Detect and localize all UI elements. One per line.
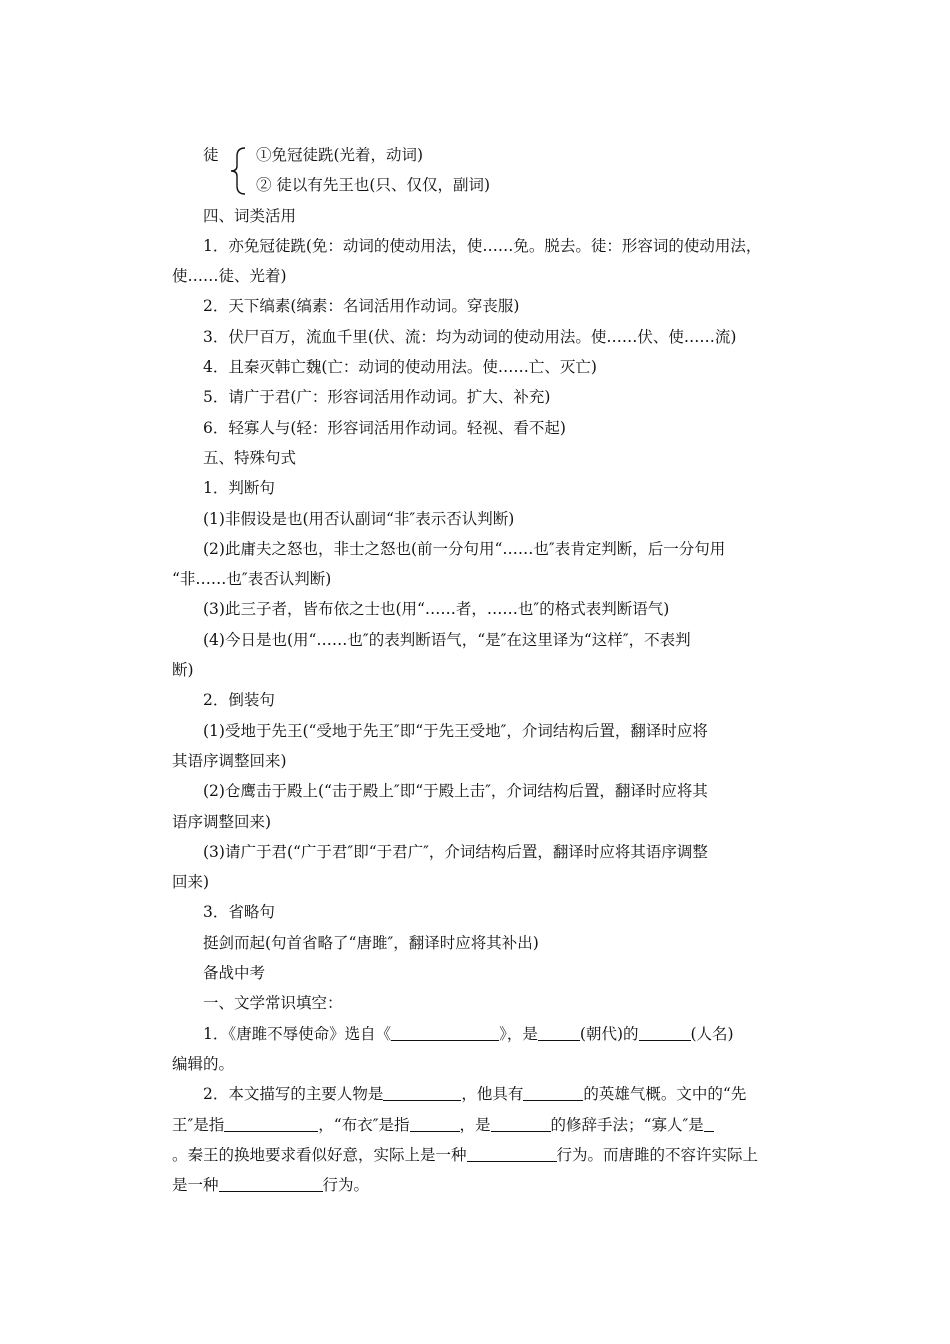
question-2-line-4 [172, 1170, 817, 1200]
question-2-line-3 [172, 1140, 817, 1170]
tu-meaning-2: ② 徒以有先王也(只、仅仅，副词) [256, 176, 491, 195]
judgment-4b: 断) [172, 661, 194, 680]
sec4-item-1a: 1．亦免冠徒跣(免：动词的使动用法，使……免。脱去。徒：形容词的使动用法， [203, 236, 762, 255]
inversion-heading: 2．倒装句 [203, 691, 275, 710]
fill-blank-rhetoric[interactable] [491, 1114, 551, 1132]
fill-blank-commoner[interactable] [410, 1114, 460, 1132]
inversion-2b: 语序调整回来) [172, 812, 272, 831]
q2-text-j: 是一种 [172, 1176, 219, 1195]
q2-text-h: 。秦王的换地要求看似好意，实际上是一种 [172, 1145, 467, 1164]
fill-blank-dynasty[interactable] [538, 1023, 580, 1041]
ellipsis-heading: 3．省略句 [203, 903, 275, 922]
q2-text-d: 王″是指 [172, 1115, 225, 1134]
question-2-line-2 [172, 1110, 817, 1140]
question-2-line-1 [172, 1079, 817, 1109]
q2-text-e: ，“布衣″是指 [318, 1115, 410, 1134]
q2-text-g: 的修辞手法；“寡人″是 [550, 1115, 704, 1134]
sec4-item-6: 6．轻寡人与(轻：形容词活用作动词。轻视、看不起) [203, 418, 566, 437]
q2-text-a: 2．本文描写的主要人物是 [203, 1085, 384, 1104]
sec4-item-3: 3．伏尸百万，流血千里(伏、流：均为动词的使动用法。使……伏、使……流) [203, 327, 737, 346]
inversion-2a: (2)仓鹰击于殿上(“击于殿上″即“于殿上击″，介词结构后置，翻译时应将其 [203, 782, 708, 801]
inversion-3b: 回来) [172, 873, 210, 892]
fill-blank-former-king[interactable] [224, 1114, 318, 1132]
judgment-1: (1)非假设是也(用否认副词“非″表示否认判断) [203, 509, 515, 528]
fill-blank-person[interactable] [639, 1023, 691, 1041]
q2-text-c: 的英雄气概。文中的“先 [583, 1085, 747, 1104]
q1-text-d: (人名) [690, 1024, 734, 1043]
judgment-2b: “非……也″表否认判断) [172, 570, 332, 589]
q2-text-f: ，是 [459, 1115, 491, 1134]
fill-blank-main-character[interactable] [383, 1083, 461, 1101]
sec4-item-4: 4．且秦灭韩亡魏(亡：动词的使动用法。使……亡、灭亡) [203, 358, 597, 377]
judgment-2a: (2)此庸夫之怒也，非士之怒也(前一分句用“……也″表肯定判断，后一分句用 [203, 539, 726, 558]
section-5-title: 五、特殊句式 [203, 448, 297, 467]
fill-blank-spirit[interactable] [523, 1083, 583, 1101]
sec4-item-2: 2．天下缟素(缟素：名词活用作动词。穿丧服) [203, 297, 520, 316]
sec4-item-1b: 使……徒、光着) [172, 267, 287, 286]
fill-blank-tangju-behavior[interactable] [219, 1174, 323, 1192]
judgment-heading: 1．判断句 [203, 479, 275, 498]
q1-text-c: (朝代)的 [579, 1024, 639, 1043]
q1-text-a: 1．《唐雎不辱使命》选自《 [203, 1024, 392, 1043]
tu-definition-block [172, 140, 817, 201]
fill-blank-king-behavior[interactable] [467, 1144, 557, 1162]
q2-text-k: 行为。 [322, 1176, 370, 1195]
document-page [172, 140, 817, 1200]
exam-title: 备战中考 [203, 964, 266, 983]
inversion-3a: (3)请广于君(“广于君″即“于君广″，介词结构后置，翻译时应将其语序调整 [203, 842, 708, 861]
exam-subtitle: 一、文学常识填空： [203, 994, 343, 1013]
q1-text-b: 》，是 [499, 1024, 538, 1043]
fill-blank-source[interactable] [391, 1023, 499, 1041]
sec4-item-5: 5．请广于君(广：形容词活用作动词。扩大、补充) [203, 388, 551, 407]
section-4-title: 四、词类活用 [203, 206, 297, 225]
inversion-1a: (1)受地于先王(“受地于先王″即“于先王受地″，介词结构后置，翻译时应将 [203, 721, 708, 740]
fill-blank-self-address[interactable] [704, 1114, 714, 1132]
question-1-line-2: 编辑的。 [172, 1054, 235, 1073]
q2-text-i: 行为。而唐雎的不容许实际上 [556, 1145, 759, 1164]
question-1-line-1 [172, 1019, 817, 1049]
q2-text-b: ，他具有 [461, 1085, 524, 1104]
ellipsis-1: 挺剑而起(句首省略了“唐雎″，翻译时应将其补出) [203, 933, 539, 952]
judgment-3: (3)此三子者，皆布依之士也(用“……者，……也″的格式表判断语气) [203, 600, 670, 619]
judgment-4a: (4)今日是也(用“……也″的表判断语气，“是″在这里译为“这样″，不表判 [203, 630, 691, 649]
inversion-1b: 其语序调整回来) [172, 751, 287, 770]
tu-meaning-1: ①免冠徒跣(光着，动词) [256, 146, 424, 164]
tu-character: 徒 [203, 146, 219, 164]
left-brace-icon [229, 146, 249, 196]
